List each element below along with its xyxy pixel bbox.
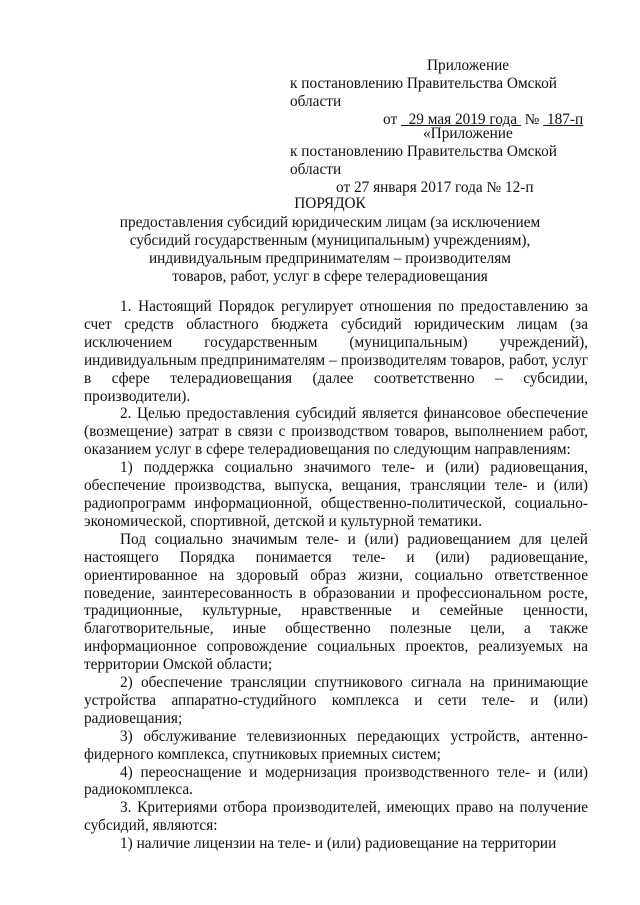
paragraph-7: 4) переоснащение и модернизация производственного теле- и (или) радиокомплекса.	[84, 763, 588, 799]
resolution-date: 29 мая 2019 года	[408, 110, 518, 128]
resolution-number: 187-п	[546, 110, 584, 128]
resolution-reference: к постановлению Правительства Омской области	[290, 74, 557, 110]
paragraph-4: Под социально значимым теле- и (или) радиовещанием для целей настоящего Порядка понимается теле- и (или) радиовещание, ориентированное на здоровый образ жизни, социально ответственное поведение, заинтересованность в образовании и профессиональном росте, традиционные, культурные, нравственные и семейные ценности, благотворительные, иные общественно полезные цели, а также информационное сопровождение социальных проектов, реализуемых на территории Омской области;	[84, 530, 588, 674]
title-line-4: товаров, работ, услуг в сфере телерадиовещания	[172, 267, 488, 285]
title-line-3: индивидуальным предпринимателям – производителям	[148, 249, 511, 267]
paragraph-6: 3) обслуживание телевизионных передающих устройств, антенно-фидерного комплекса, спутниковых приемных систем;	[84, 727, 588, 763]
title-line-1: предоставления субсидий юридическим лицам (за исключением	[119, 213, 541, 231]
date-prefix: от	[383, 110, 398, 128]
quoted-resolution-date: от 27 января 2017 года № 12-п	[336, 178, 534, 196]
paragraph-9: 1) наличие лицензии на теле- и (или) радиовещание на территории	[120, 835, 557, 853]
quoted-appendix-header	[290, 125, 605, 197]
paragraph-3: 1) поддержка социально значимого теле- и (или) радиовещания, обеспечение производства, выпуска, вещания, трансляции теле- и (или) радиопрограмм информационной, общественно-политической, социально-экономической, спортивной, детской и культурной тематики.	[84, 459, 588, 530]
document-body	[84, 298, 588, 853]
number-prefix: №	[524, 110, 540, 128]
paragraph-2: 2. Целью предоставления субсидий является финансовое обеспечение (возмещение) затрат в связи с производством товаров, выполнением работ, оказанием услуг в сфере телерадиовещания по следующим направлениям:	[84, 405, 588, 459]
quoted-appendix-label: «Приложение	[423, 125, 513, 142]
paragraph-8: 3. Критериями отбора производителей, имеющих право на получение субсидий, являются:	[84, 799, 588, 835]
appendix-header	[290, 57, 605, 129]
paragraph-1: 1. Настоящий Порядок регулирует отношения по предоставлению за счет средств областного бюджета субсидий юридическим лицам (за исключением государственным (муниципальным) учреждений), индивидуальным предпринимателям – производителям товаров, работ, услуг в сфере телерадиовещания (далее соответственно – субсидии, производители).	[84, 298, 588, 405]
title-heading: ПОРЯДОК	[294, 195, 366, 212]
document-title	[90, 195, 570, 286]
quoted-resolution-reference: к постановлению Правительства Омской области	[290, 142, 557, 178]
paragraph-5: 2) обеспечение трансляции спутникового сигнала на принимающие устройства аппаратно-студийного комплекса и сети теле- и (или) радиовещания;	[84, 674, 588, 727]
title-line-2: субсидий государственным (муниципальным) учреждениям),	[129, 231, 531, 249]
appendix-label: Приложение	[427, 57, 510, 74]
